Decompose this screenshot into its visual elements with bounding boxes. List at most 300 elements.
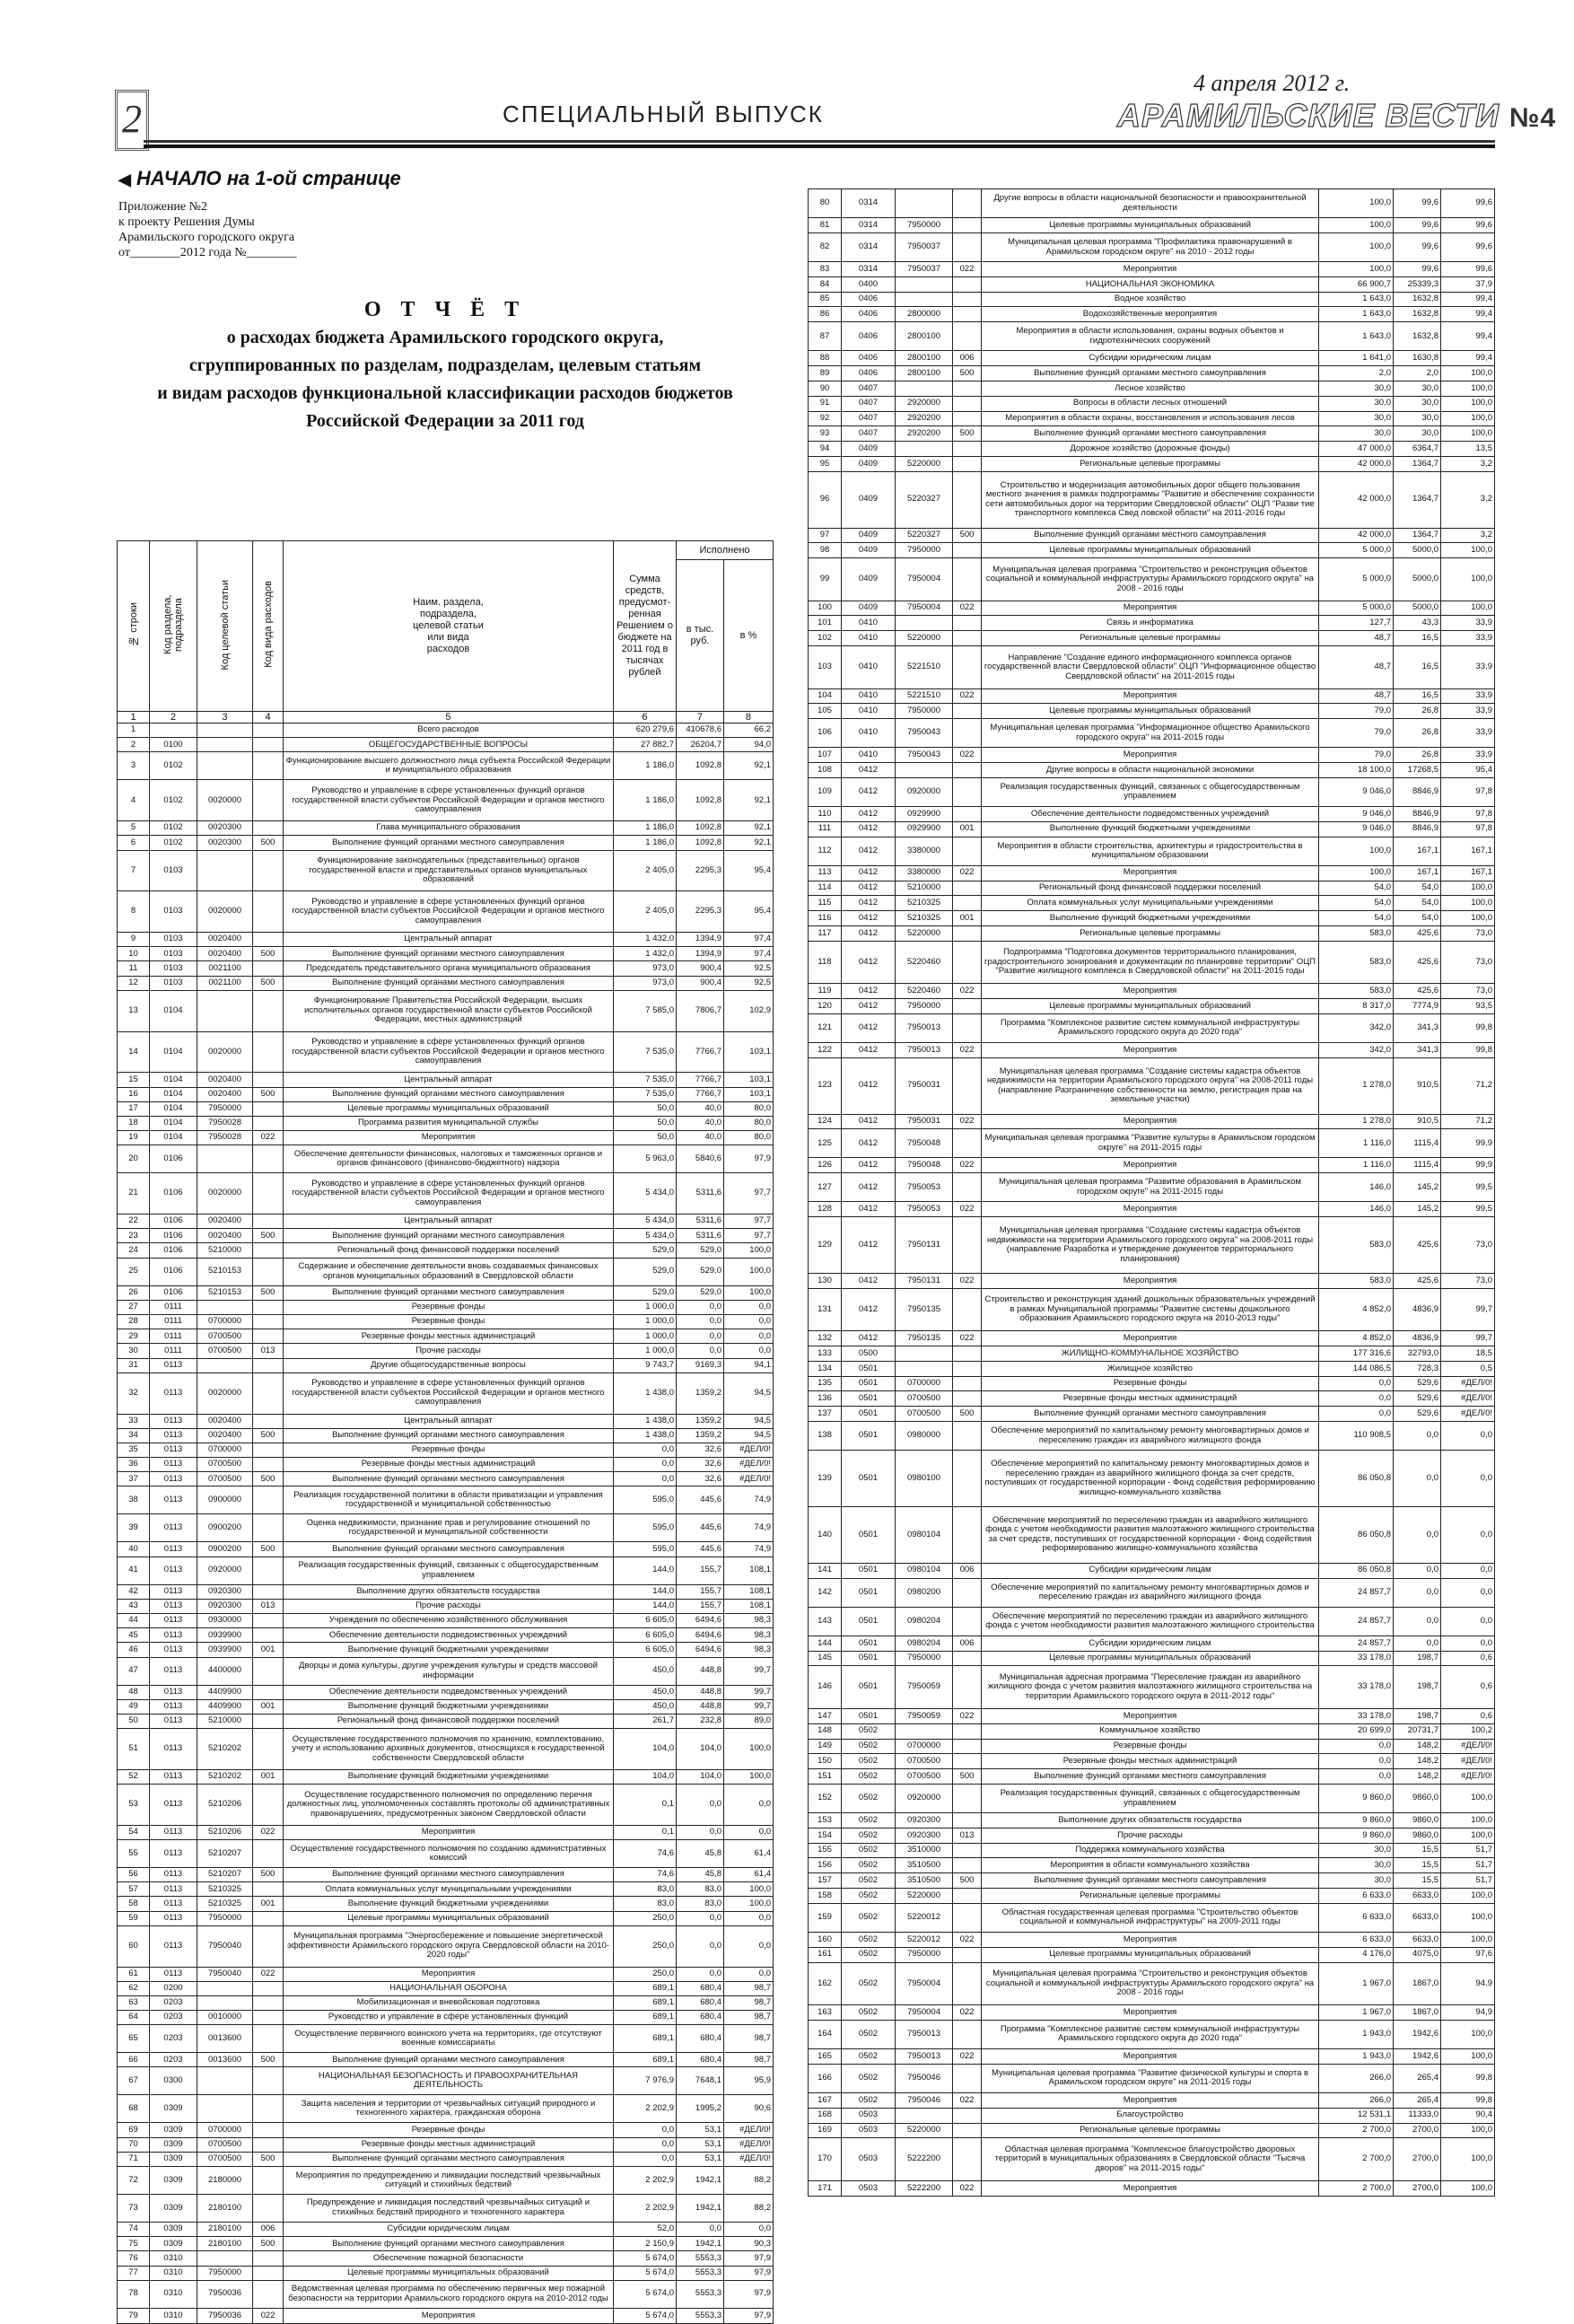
target-code: 0920300 xyxy=(896,1813,953,1829)
table-row xyxy=(809,1651,1495,1666)
expense-name: Функционирование Правительства Российской Федерации, высших исполнительных органов государственной власти субъектов Российской Федерации, местных администраций xyxy=(284,990,614,1031)
executed-percent: 97,4 xyxy=(723,947,773,961)
row-number: 116 xyxy=(809,911,842,926)
section-code: 0104 xyxy=(150,1131,197,1145)
target-code: 7950000 xyxy=(896,1947,953,1962)
expense-code xyxy=(953,777,982,806)
section-code: 0503 xyxy=(842,2123,896,2138)
executed-percent: 100,0 xyxy=(1441,911,1495,926)
expense-name: Выполнение функций органами местного самоуправления xyxy=(284,2237,614,2251)
planned-amount: 30,0 xyxy=(1319,426,1394,442)
table-row xyxy=(118,1428,774,1443)
expense-code: 022 xyxy=(953,1274,982,1289)
table-row xyxy=(118,1031,774,1073)
executed-percent: 97,8 xyxy=(1441,777,1495,806)
expense-name: Субсидии юридическим лицам xyxy=(284,2222,614,2236)
expense-code: 006 xyxy=(253,2222,284,2236)
expense-name: Функционирование законодательных (представительных) органов государственной власти и представительных органов муниципальных образований xyxy=(284,850,614,891)
section-code: 0502 xyxy=(842,1769,896,1785)
report-subtitle-line: Российской Федерации за 2011 год xyxy=(306,411,584,431)
section-code: 0501 xyxy=(842,1607,896,1636)
planned-amount: 266,0 xyxy=(1319,2092,1394,2108)
planned-amount: 146,0 xyxy=(1319,1173,1394,1202)
section-code: 0113 xyxy=(150,1443,197,1457)
planned-amount: 52,0 xyxy=(613,2222,676,2236)
row-number: 78 xyxy=(118,2280,150,2308)
table-row xyxy=(809,1754,1495,1769)
executed-percent: 97,6 xyxy=(1441,1947,1495,1962)
expense-name: Ведомственная целевая программа по обеспечению первичных мер пожарной безопасности на территории Арамильского городского округа на 2010-2012 годы xyxy=(284,2280,614,2308)
expense-code xyxy=(953,1843,982,1858)
row-number: 100 xyxy=(809,601,842,616)
expense-code: 500 xyxy=(253,947,284,961)
table-row xyxy=(809,1422,1495,1451)
row-number: 14 xyxy=(118,1031,150,1073)
expense-code xyxy=(953,1361,982,1376)
expense-code xyxy=(253,1073,284,1087)
planned-amount: 33 178,0 xyxy=(1319,1651,1394,1666)
row-number: 38 xyxy=(118,1486,150,1514)
target-code: 7950048 xyxy=(896,1158,953,1173)
executed-amount: 4075,0 xyxy=(1394,1947,1441,1962)
section-code: 0412 xyxy=(842,763,896,778)
table-row xyxy=(809,1217,1495,1274)
executed-amount: 15,5 xyxy=(1394,1843,1441,1858)
table-row xyxy=(809,558,1495,601)
executed-amount: 1092,8 xyxy=(676,752,723,780)
target-code: 7950000 xyxy=(896,1651,953,1666)
executed-percent: 99,6 xyxy=(1441,218,1495,233)
planned-amount: 620 279,6 xyxy=(613,724,676,738)
table-row xyxy=(118,724,774,738)
row-number: 118 xyxy=(809,941,842,983)
expense-name: Строительство и модернизация автомобильных дорог общего пользования местного значения в рамках подпрограммы "Развитие и обеспечение сохранности сети автомобильных дорог на территории Свердловской области" ОЦП "Разви тие транспортного комплекса Свед ловской области" на 2011-2016 годы xyxy=(982,471,1319,528)
appendix-line: Приложение №2 xyxy=(118,200,207,214)
executed-percent: 94,5 xyxy=(723,1414,773,1428)
table-row xyxy=(118,1329,774,1344)
target-code: 0020400 xyxy=(197,1229,253,1243)
executed-amount: 1359,2 xyxy=(676,1414,723,1428)
expense-code xyxy=(253,1628,284,1643)
expense-name: Центральный аппарат xyxy=(284,933,614,947)
expense-name: Руководство и управление в сфере установленных функций органов государственной власти субъектов Российской Федерации и органов местного самоуправления xyxy=(284,780,614,821)
row-number: 22 xyxy=(118,1215,150,1229)
row-number: 115 xyxy=(809,896,842,911)
planned-amount: 30,0 xyxy=(1319,1873,1394,1889)
target-code: 7950053 xyxy=(896,1202,953,1217)
table-row xyxy=(118,1073,774,1087)
table-row xyxy=(809,1114,1495,1129)
executed-percent: 80,0 xyxy=(723,1101,773,1116)
table-row xyxy=(118,1643,774,1657)
executed-percent: #ДЕЛ/0! xyxy=(1441,1769,1495,1785)
executed-amount: 104,0 xyxy=(676,1729,723,1770)
section-code: 0409 xyxy=(842,601,896,616)
executed-percent: #ДЕЛ/0! xyxy=(1441,1376,1495,1391)
expense-name: Выполнение функций органами местного самоуправления xyxy=(284,976,614,990)
expense-code: 022 xyxy=(953,2092,982,2108)
row-number: 15 xyxy=(118,1073,150,1087)
expense-code xyxy=(953,2123,982,2138)
expense-code xyxy=(953,232,982,261)
target-code: 5210000 xyxy=(197,1714,253,1728)
executed-percent: 13,5 xyxy=(1441,442,1495,457)
planned-amount: 0,0 xyxy=(1319,1769,1394,1785)
expense-name: Мероприятия xyxy=(284,1825,614,1839)
table-row xyxy=(809,351,1495,366)
planned-amount: 5 434,0 xyxy=(613,1215,676,1229)
executed-percent: 94,5 xyxy=(723,1428,773,1443)
masthead-title: АРАМИЛЬСКИЕ ВЕСТИ xyxy=(1117,97,1500,134)
table-row xyxy=(118,1897,774,1911)
table-row xyxy=(118,1116,774,1130)
target-code: 5221510 xyxy=(896,688,953,704)
expense-name: Резервные фонды xyxy=(284,1443,614,1457)
expense-name: Резервные фонды местных администраций xyxy=(284,1329,614,1344)
expense-code xyxy=(253,738,284,752)
table-row xyxy=(809,896,1495,911)
target-code: 0020400 xyxy=(197,1087,253,1101)
expense-name: Муниципальная целевая программа "Информационное общество Арамильского городского округа" на 2011-2015 годы xyxy=(982,719,1319,748)
section-code: 0409 xyxy=(842,543,896,558)
table-row xyxy=(809,646,1495,688)
expense-name: Муниципальная целевая программа "Развитие образования в Арамильском городском округе" на 2011-2015 годы xyxy=(982,1173,1319,1202)
table-row xyxy=(809,2123,1495,2138)
section-code: 0103 xyxy=(150,933,197,947)
planned-amount: 1 967,0 xyxy=(1319,1962,1394,2004)
expense-name: Мероприятия xyxy=(982,2005,1319,2021)
executed-amount: 0,0 xyxy=(1394,1451,1441,1507)
executed-percent: 0,0 xyxy=(723,1300,773,1314)
target-code: 5222200 xyxy=(896,2180,953,2196)
expense-code xyxy=(253,1995,284,2010)
executed-percent: 100,0 xyxy=(1441,381,1495,397)
col-header-executed: Исполнено xyxy=(676,541,773,560)
expense-name: Мероприятия xyxy=(982,1042,1319,1057)
row-number: 62 xyxy=(118,1981,150,1995)
section-code: 0113 xyxy=(150,1882,197,1897)
table-row xyxy=(809,1903,1495,1932)
executed-amount: 15,5 xyxy=(1394,1873,1441,1889)
section-code: 0103 xyxy=(150,947,197,961)
section-code: 0412 xyxy=(842,1274,896,1289)
planned-amount: 47 000,0 xyxy=(1319,442,1394,457)
planned-amount: 100,0 xyxy=(1319,837,1394,865)
column-number: 1 xyxy=(118,712,150,724)
expense-code xyxy=(953,1507,982,1564)
row-number: 43 xyxy=(118,1599,150,1613)
expense-name: Муниципальная целевая программа "Строительство и реконструкция объектов социальной и коммунальной инфраструктуры Арамильского городского округа" на 2008 - 2016 годы xyxy=(982,1962,1319,2004)
table-row xyxy=(809,821,1495,837)
section-code: 0309 xyxy=(150,2095,197,2123)
executed-percent: 98,3 xyxy=(723,1614,773,1628)
planned-amount: 5 674,0 xyxy=(613,2266,676,2280)
section-code: 0400 xyxy=(842,276,896,292)
row-number: 170 xyxy=(809,2138,842,2180)
executed-percent: 73,0 xyxy=(1441,984,1495,999)
expense-code xyxy=(953,2138,982,2180)
section-code: 0409 xyxy=(842,558,896,601)
executed-amount: 9860,0 xyxy=(1394,1813,1441,1829)
row-number: 4 xyxy=(118,780,150,821)
expense-code xyxy=(253,1458,284,1472)
section-code: 0502 xyxy=(842,1723,896,1739)
col-header-expense-code-text: Код вида расходов xyxy=(262,581,274,669)
target-code: 7950000 xyxy=(896,543,953,558)
target-code: 5210206 xyxy=(197,1825,253,1839)
table-row xyxy=(809,1407,1495,1422)
expense-name: Защита населения и территории от чрезвычайных ситуаций природного и техногенного характера, гражданская оборона xyxy=(284,2095,614,2123)
table-row xyxy=(118,1215,774,1229)
report-title xyxy=(117,296,774,435)
section-code: 0412 xyxy=(842,1288,896,1330)
executed-percent: 51,7 xyxy=(1441,1873,1495,1889)
expense-code xyxy=(953,1651,982,1666)
row-number: 114 xyxy=(809,881,842,896)
row-number: 130 xyxy=(809,1274,842,1289)
expense-name: Обеспечение мероприятий по капитальному ремонту многоквартирных домов и переселению граждан из аварийного жилищного фонда за счет средств, поступивших от государственной корпорации - Фонд содействия реформированию жилищно-коммунального хозяйства xyxy=(982,1451,1319,1507)
section-code: 0501 xyxy=(842,1391,896,1407)
expense-name: Строительство и реконструкция зданий дошкольных образовательных учреждений в рамках Муниципальной программы "Развитие системы дошкольного образования Арамильского городского округа на 2010-2013 годы" xyxy=(982,1288,1319,1330)
table-row xyxy=(809,1607,1495,1636)
executed-amount: 1092,8 xyxy=(676,821,723,836)
expense-name: Выполнение других обязательств государства xyxy=(284,1584,614,1599)
executed-amount: 6633,0 xyxy=(1394,1933,1441,1948)
row-number: 29 xyxy=(118,1329,150,1344)
row-number: 77 xyxy=(118,2266,150,2280)
expense-code xyxy=(253,1614,284,1628)
table-row xyxy=(809,381,1495,397)
target-code: 0020400 xyxy=(197,933,253,947)
expense-code xyxy=(253,1116,284,1130)
executed-amount: 529,0 xyxy=(676,1243,723,1258)
table-row xyxy=(809,1723,1495,1739)
expense-code: 500 xyxy=(953,366,982,381)
section-code: 0502 xyxy=(842,1858,896,1873)
expense-name: Целевые программы муниципальных образований xyxy=(284,1101,614,1116)
target-code: 5221510 xyxy=(896,646,953,688)
col-header-target-code-text: Код целевой статьи xyxy=(219,579,231,670)
expense-name: Областная государственная целевая программа "Строительство объектов социальной и коммунальной инфраструктуры" на 2009-2011 годы xyxy=(982,1903,1319,1932)
target-code: 7950013 xyxy=(896,1013,953,1042)
expense-name: Целевые программы муниципальных образований xyxy=(982,1947,1319,1962)
planned-amount: 1 643,0 xyxy=(1319,292,1394,307)
executed-amount: 1942,1 xyxy=(676,2237,723,2251)
expense-code: 022 xyxy=(953,1114,982,1129)
executed-amount: 145,2 xyxy=(1394,1202,1441,1217)
target-code: 0020300 xyxy=(197,821,253,836)
executed-percent: 99,6 xyxy=(1441,262,1495,277)
section-code: 0310 xyxy=(150,2308,197,2323)
executed-amount: 155,7 xyxy=(676,1599,723,1613)
row-number: 81 xyxy=(809,218,842,233)
target-code: 3380000 xyxy=(896,837,953,865)
section-code: 0412 xyxy=(842,896,896,911)
target-code: 0939900 xyxy=(197,1643,253,1657)
target-code xyxy=(197,2095,253,2123)
expense-name: Региональный фонд финансовой поддержки поселений xyxy=(284,1243,614,1258)
row-number: 124 xyxy=(809,1114,842,1129)
planned-amount: 7 535,0 xyxy=(613,1087,676,1101)
expense-code: 001 xyxy=(953,911,982,926)
executed-amount: 0,0 xyxy=(676,1785,723,1826)
planned-amount: 0,0 xyxy=(613,1458,676,1472)
target-code: 7950046 xyxy=(896,2092,953,2108)
target-code: 5220000 xyxy=(896,1889,953,1904)
expense-code xyxy=(253,1514,284,1542)
planned-amount: 1 000,0 xyxy=(613,1329,676,1344)
table-row xyxy=(118,752,774,780)
expense-name: Мероприятия xyxy=(982,601,1319,616)
expense-name: Мероприятия в области использования, охраны водных объектов и гидротехнических сооружений xyxy=(982,322,1319,351)
executed-percent: 0,0 xyxy=(723,1925,773,1967)
planned-amount: 48,7 xyxy=(1319,688,1394,704)
executed-percent: 103,1 xyxy=(723,1031,773,1073)
row-number: 60 xyxy=(118,1925,150,1967)
row-number: 24 xyxy=(118,1243,150,1258)
executed-amount: 54,0 xyxy=(1394,881,1441,896)
target-code: 4400000 xyxy=(197,1657,253,1685)
executed-amount: 529,6 xyxy=(1394,1376,1441,1391)
target-code: 5220000 xyxy=(896,2123,953,2138)
executed-percent: 167,1 xyxy=(1441,837,1495,865)
table-row xyxy=(809,1331,1495,1346)
planned-amount: 595,0 xyxy=(613,1542,676,1557)
issue-date: 4 апреля 2012 г. xyxy=(1194,70,1351,96)
executed-amount: 680,4 xyxy=(676,2053,723,2067)
row-number: 59 xyxy=(118,1911,150,1925)
table-row xyxy=(118,1699,774,1714)
row-number: 154 xyxy=(809,1828,842,1843)
planned-amount: 83,0 xyxy=(613,1897,676,1911)
table-row xyxy=(809,865,1495,881)
expense-name: Программа развития муниципальной службы xyxy=(284,1116,614,1130)
section-code: 0113 xyxy=(150,1584,197,1599)
planned-amount: 689,1 xyxy=(613,1995,676,2010)
target-code: 7950040 xyxy=(197,1925,253,1967)
executed-percent: #ДЕЛ/0! xyxy=(1441,1739,1495,1754)
table-row xyxy=(118,1131,774,1145)
expense-name: Мероприятия xyxy=(982,1331,1319,1346)
expense-code xyxy=(253,1372,284,1414)
executed-percent: #ДЕЛ/0! xyxy=(723,1443,773,1457)
row-number: 79 xyxy=(118,2308,150,2323)
planned-amount: 144,0 xyxy=(613,1584,676,1599)
executed-amount: 7774,9 xyxy=(1394,998,1441,1013)
row-number: 151 xyxy=(809,1769,842,1785)
col-header-executed-rub: в тыс. руб. xyxy=(676,560,723,712)
planned-amount: 6 633,0 xyxy=(1319,1889,1394,1904)
executed-percent: #ДЕЛ/0! xyxy=(723,2123,773,2137)
table-row xyxy=(118,1243,774,1258)
executed-amount: 5840,6 xyxy=(676,1145,723,1173)
expense-name: Обеспечение мероприятий по капитальному ремонту многоквартирных домов и переселению граждан из аварийного жилищного фонда xyxy=(982,1422,1319,1451)
expense-code xyxy=(953,616,982,631)
planned-amount: 86 050,8 xyxy=(1319,1563,1394,1578)
section-code: 0113 xyxy=(150,1769,197,1784)
row-number: 70 xyxy=(118,2137,150,2152)
executed-percent: 3,2 xyxy=(1441,456,1495,471)
planned-amount: 50,0 xyxy=(613,1116,676,1130)
table-row xyxy=(118,1414,774,1428)
executed-percent: 90,4 xyxy=(1441,2108,1495,2123)
executed-percent: 0,0 xyxy=(723,2222,773,2236)
executed-percent: 0,0 xyxy=(723,1911,773,1925)
planned-amount: 144 086,5 xyxy=(1319,1361,1394,1376)
executed-amount: 0,0 xyxy=(676,1329,723,1344)
section-code: 0502 xyxy=(842,1843,896,1858)
planned-amount: 9 743,7 xyxy=(613,1358,676,1372)
planned-amount: 42 000,0 xyxy=(1319,456,1394,471)
target-code: 0900000 xyxy=(197,1486,253,1514)
executed-percent: 61,4 xyxy=(723,1868,773,1882)
section-code: 0113 xyxy=(150,1458,197,1472)
row-number: 166 xyxy=(809,2064,842,2092)
target-code xyxy=(896,442,953,457)
planned-amount: 529,0 xyxy=(613,1243,676,1258)
executed-percent: 89,0 xyxy=(723,1714,773,1728)
row-number: 56 xyxy=(118,1868,150,1882)
row-number: 160 xyxy=(809,1933,842,1948)
expense-code xyxy=(953,1947,982,1962)
table-row xyxy=(809,1563,1495,1578)
executed-amount: 155,7 xyxy=(676,1557,723,1584)
expense-name: Областная целевая программа "Комплексное благоустройство дворовых территорий в муниципальных образованиях в Свердловской области "Тысяча дворов" на 2011-2015 годы" xyxy=(982,2138,1319,2180)
planned-amount: 0,0 xyxy=(613,2123,676,2137)
expense-code xyxy=(253,1315,284,1329)
row-number: 122 xyxy=(809,1042,842,1057)
planned-amount: 1 641,0 xyxy=(1319,351,1394,366)
expense-name: Руководство и управление в сфере установленных функций xyxy=(284,2011,614,2025)
planned-amount: 1 432,0 xyxy=(613,933,676,947)
expense-code xyxy=(253,1714,284,1728)
row-number: 136 xyxy=(809,1391,842,1407)
section-code: 0409 xyxy=(842,456,896,471)
expense-name: Центральный аппарат xyxy=(284,1073,614,1087)
planned-amount: 50,0 xyxy=(613,1131,676,1145)
executed-amount: 45,8 xyxy=(676,1868,723,1882)
appendix-line: Арамильского городского округа xyxy=(118,231,295,244)
planned-amount: 144,0 xyxy=(613,1599,676,1613)
planned-amount: 9 860,0 xyxy=(1319,1828,1394,1843)
expense-name: Муниципальная целевая программа "Развитие культуры в Арамильском городском округе" на 2011-2015 годы xyxy=(982,1129,1319,1158)
executed-amount: 680,4 xyxy=(676,1981,723,1995)
target-code xyxy=(896,276,953,292)
target-code xyxy=(197,752,253,780)
expense-code: 500 xyxy=(953,426,982,442)
table-row xyxy=(809,1042,1495,1057)
section-code: 0113 xyxy=(150,1840,197,1868)
expense-name: Муниципальная программа "Энергосбережение и повышение энергетической эффективности Арамильского городского округа Свердловской области на 2010-2020 годы" xyxy=(284,1925,614,1967)
expense-name: НАЦИОНАЛЬНАЯ ЭКОНОМИКА xyxy=(982,276,1319,292)
target-code: 0021100 xyxy=(197,961,253,976)
target-code: 5210206 xyxy=(197,1785,253,1826)
planned-amount: 5 000,0 xyxy=(1319,558,1394,601)
expense-name: Другие вопросы в области национальной экономики xyxy=(982,763,1319,778)
section-code: 0113 xyxy=(150,1428,197,1443)
planned-amount: 583,0 xyxy=(1319,941,1394,983)
planned-amount: 50,0 xyxy=(613,1101,676,1116)
row-number: 71 xyxy=(118,2152,150,2166)
row-number: 164 xyxy=(809,2020,842,2048)
section-code: 0412 xyxy=(842,881,896,896)
executed-percent: 74,9 xyxy=(723,1514,773,1542)
executed-amount: 99,6 xyxy=(1394,232,1441,261)
table-row xyxy=(809,1828,1495,1843)
section-code: 0412 xyxy=(842,1013,896,1042)
column-numbers-row xyxy=(118,712,774,724)
row-number: 162 xyxy=(809,1962,842,2004)
